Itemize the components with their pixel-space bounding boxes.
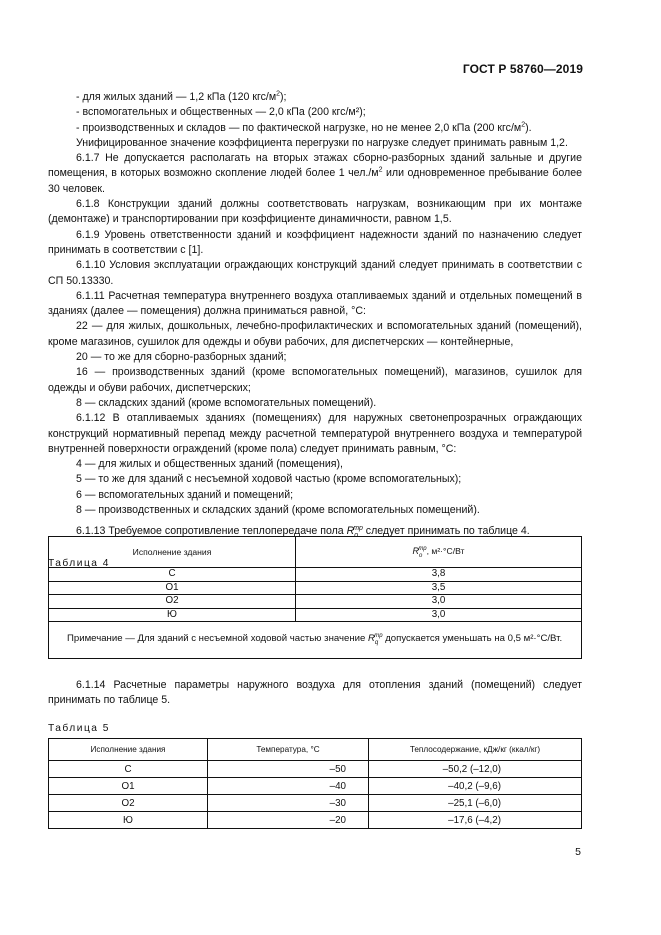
bullet-residential bbox=[48, 90, 582, 105]
delta-6: 6 — вспомогательных зданий и помещений; bbox=[76, 488, 294, 501]
r-letter: R bbox=[367, 633, 375, 644]
superscript: 2 bbox=[521, 121, 526, 129]
table-4-grid bbox=[48, 536, 582, 659]
table-row bbox=[49, 581, 582, 595]
table-row bbox=[49, 795, 582, 812]
subscript: о bbox=[354, 532, 359, 540]
r-symbol bbox=[412, 545, 427, 559]
page-number: 5 bbox=[575, 846, 581, 858]
cell-execution: О2 bbox=[49, 795, 208, 812]
cell-temp: –50 bbox=[208, 761, 369, 778]
col-resistance bbox=[296, 537, 582, 568]
cell-execution: С bbox=[49, 568, 296, 582]
cell-execution: О1 bbox=[49, 581, 296, 595]
paragraph-6-1-11: 6.1.11 Расчетная температура внутреннего воздуха отапливаемых зданий и отдельных помещений в зданиях (далее — помещения) должна приниматься равной, °С: bbox=[48, 289, 582, 318]
cell-value: 3,5 bbox=[296, 581, 582, 595]
text: или одновременное пребывание более 30 человек. bbox=[48, 167, 582, 195]
bullet-auxiliary: - вспомогательных и общественных — 2,0 кПа (200 кгс/м²); bbox=[76, 106, 366, 119]
cell-temp: –40 bbox=[208, 778, 369, 795]
table-row bbox=[49, 778, 582, 795]
paragraph-6-1-10: 6.1.10 Условия эксплуатации ограждающих конструкций зданий следует принимать в соответствии с СП 50.13330. bbox=[48, 259, 582, 287]
table-note-row bbox=[49, 622, 582, 659]
subscript: о bbox=[419, 552, 423, 559]
superscript: 2 bbox=[276, 90, 281, 98]
table-4 bbox=[48, 536, 582, 659]
temp-16: 16 — производственных зданий (кроме вспомогательных помещений), магазинов, сушилок для одежды и обуви рабочих, диспетчерских; bbox=[48, 366, 582, 394]
cell-heat: –40,2 (–9,6) bbox=[369, 778, 582, 795]
standard-header: ГОСТ Р 58760—2019 bbox=[462, 62, 583, 76]
delta-4: 4 — для жилых и общественных зданий (помещения), bbox=[76, 458, 343, 471]
cell-value: 3,0 bbox=[296, 595, 582, 609]
table-header-row bbox=[49, 739, 582, 761]
text: - для жилых зданий — 1,2 кПа (120 кгс/м bbox=[76, 91, 277, 103]
cell-execution: О2 bbox=[49, 595, 296, 609]
paragraph-overload: Унифицированное значение коэффициента перегрузки по нагрузке следует принимать равным 1,2. bbox=[76, 136, 568, 149]
table-5-label: Таблица 5 bbox=[48, 722, 110, 734]
superscript: 2 bbox=[378, 166, 383, 174]
text: следует принимать по таблице 4. bbox=[362, 525, 530, 538]
r-symbol bbox=[368, 633, 383, 644]
r-letter: R bbox=[412, 545, 420, 556]
cell-execution: Ю bbox=[49, 608, 296, 622]
delta-8: 8 — производственных и складских зданий (кроме вспомогательных помещений). bbox=[76, 504, 480, 517]
table-4-label: Таблица 4 bbox=[48, 557, 110, 569]
text: ). bbox=[525, 121, 532, 134]
cell-value: 3,0 bbox=[296, 608, 582, 622]
table-header-row bbox=[49, 537, 582, 568]
body-text-2 bbox=[48, 678, 582, 736]
cell-heat: –25,1 (–6,0) bbox=[369, 795, 582, 812]
table-row bbox=[49, 595, 582, 609]
table-row bbox=[49, 812, 582, 829]
paragraph-6-1-8: 6.1.8 Конструкции зданий должны соответствовать нагрузкам, возникающим при их монтаже (демонтаже) и транспортировании при коэффициенте динамичности, равном 1,5. bbox=[48, 198, 582, 226]
text: - производственных и складов — по фактической нагрузке, но не менее 2,0 кПа (200 кгс/м bbox=[76, 121, 522, 134]
table-row bbox=[49, 608, 582, 622]
superscript: тр bbox=[418, 545, 427, 552]
r-letter: R bbox=[346, 525, 355, 538]
body-text bbox=[48, 90, 582, 571]
unit: , м²·°С/Вт bbox=[426, 545, 465, 556]
table-4-note bbox=[49, 622, 582, 659]
text: допускается уменьшать на 0,5 м²·°С/Вт. bbox=[382, 633, 563, 644]
cell-heat: –17,6 (–4,2) bbox=[369, 812, 582, 829]
table-row bbox=[49, 761, 582, 778]
paragraph-6-1-14: 6.1.14 Расчетные параметры наружного воздуха для отопления зданий (помещений) следует принимать по таблице 5. bbox=[48, 679, 582, 707]
cell-temp: –30 bbox=[208, 795, 369, 812]
table-5 bbox=[48, 738, 582, 829]
temp-8: 8 — складских зданий (кроме вспомогательных помещений). bbox=[76, 396, 377, 409]
table-5-grid bbox=[48, 738, 582, 829]
cell-execution: О1 bbox=[49, 778, 208, 795]
cell-value: 3,8 bbox=[296, 568, 582, 582]
col-execution: Исполнение здания bbox=[49, 739, 208, 761]
cell-heat: –50,2 (–12,0) bbox=[369, 761, 582, 778]
paragraph-6-1-7 bbox=[48, 151, 582, 197]
col-execution: Исполнение здания bbox=[49, 537, 296, 568]
col-heat-content: Теплосодержание, кДж/кг (ккал/кг) bbox=[369, 739, 582, 761]
temp-22: 22 — для жилых, дошкольных, лечебно-профилактических и вспомогательных зданий (помещений), кроме магазинов, сушилок для одежды и обуви рабочих, для диспетчерских — контейнерные, bbox=[48, 320, 582, 348]
table-row bbox=[49, 568, 582, 582]
cell-execution: Ю bbox=[49, 812, 208, 829]
bullet-industrial bbox=[48, 121, 582, 136]
cell-execution: С bbox=[49, 761, 208, 778]
paragraph-6-1-12: 6.1.12 В отапливаемых зданиях (помещениях) для наружных светонепрозрачных ограждающих конструкций нормативный перепад между расчетной температурой внутреннего воздуха и температурой внутренней поверхности ограждений (кроме пола) следует принимать равным, °С: bbox=[48, 412, 582, 455]
text: Примечание — Для зданий с несъемной ходовой частью значение bbox=[67, 633, 368, 644]
text: ); bbox=[280, 91, 287, 103]
delta-5: 5 — то же для зданий с несъемной ходовой частью (кроме вспомогательных); bbox=[76, 473, 462, 486]
cell-temp: –20 bbox=[208, 812, 369, 829]
text: 6.1.7 Не допускается располагать на вторых этажах сборно-разборных зданий зальные и другие помещения, в которых возможно скопление людей более 1 чел./м bbox=[48, 152, 582, 180]
superscript: тр bbox=[374, 632, 383, 639]
text: 6.1.13 Требуемое сопротивление теплопередаче пола bbox=[76, 525, 347, 538]
paragraph-6-1-9: 6.1.9 Уровень ответственности зданий и коэффициент надежности зданий по назначению следует принимать в соответствии с [1]. bbox=[48, 228, 582, 256]
temp-20: 20 — то же для сборно-разборных зданий; bbox=[76, 351, 287, 364]
col-temperature: Температура, °С bbox=[208, 739, 369, 761]
subscript: q bbox=[374, 639, 379, 646]
superscript: тр bbox=[353, 524, 363, 532]
